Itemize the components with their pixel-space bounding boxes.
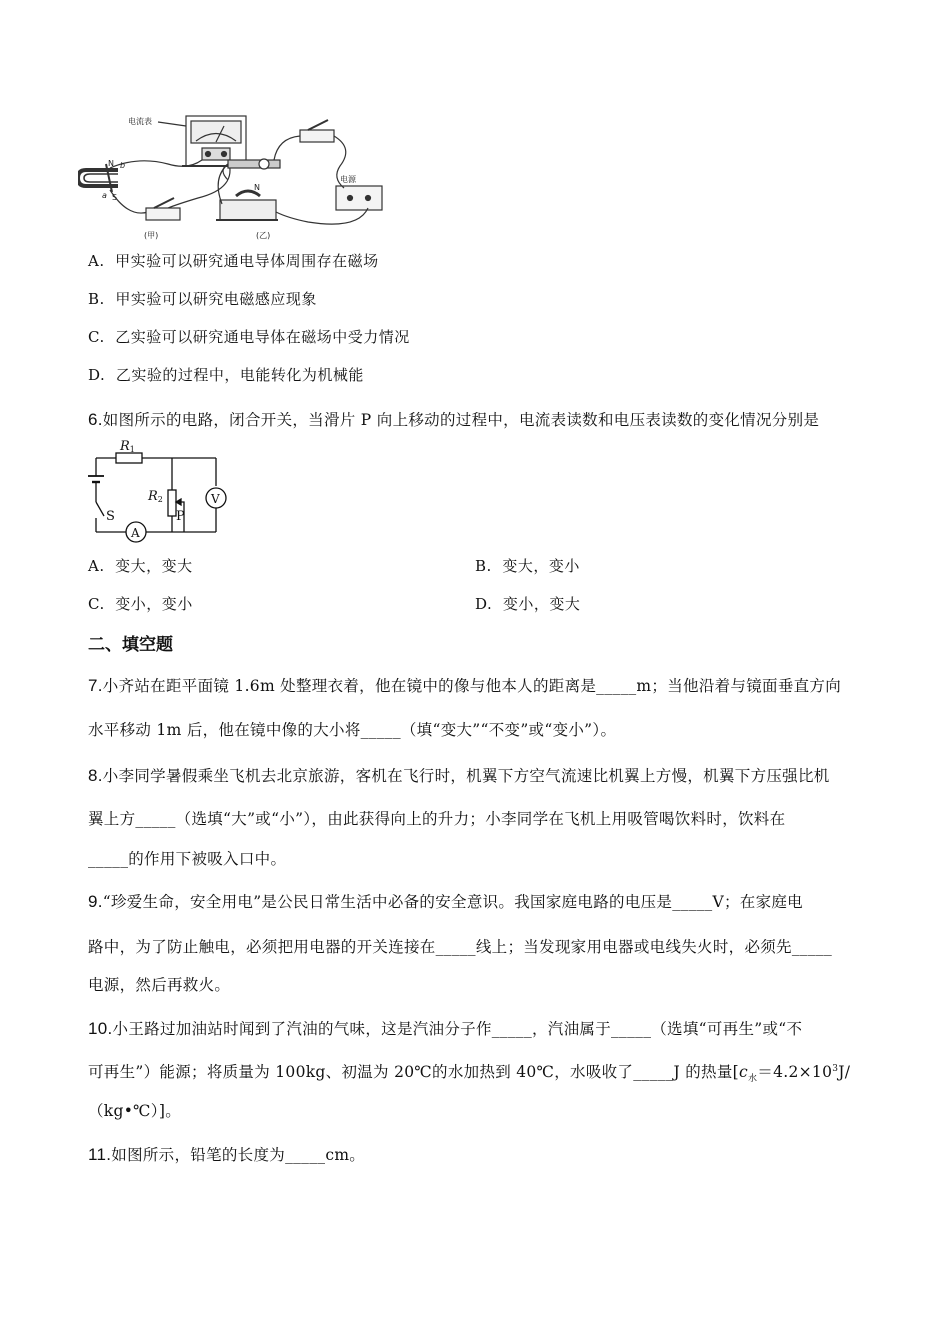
option-text: 甲实验可以研究电磁感应现象 [115,290,317,308]
q5-option-c [88,326,410,347]
label-v: V [211,492,220,506]
q11-line-1 [88,1143,868,1165]
label-r1: R1 [120,440,135,454]
option-text: 甲实验可以研究通电导体周围存在磁场 [115,252,379,270]
magnet-s-label: S [112,193,118,202]
question-text: 如图所示，铅笔的长度为_____cm。 [111,1146,366,1164]
q8-line-2: 翼上方_____（选填“大”或“小”），由此获得向上的升力；小李同学在飞机上用吸管喝饮料时，饮料在 [88,810,786,828]
question-text: 如图所示的电路，闭合开关，当滑片 P 向上移动的过程中，电流表读数和电压表读数的变化情况分别是 [102,411,820,429]
magnet-n-label: N [108,159,114,168]
q6-option-b [475,555,580,576]
option-text: 变小，变大 [502,595,581,613]
q10-line-1 [88,1017,868,1039]
option-letter: D. [475,595,493,613]
q9-line-1 [88,890,868,912]
question-number: 8. [88,766,103,785]
q9-line-3: 电源，然后再救火。 [88,976,231,994]
q5-option-a [88,250,379,271]
text-part: ＝4.2×10 [757,1063,833,1081]
power-label: 电源 [340,175,356,184]
question-text: 小李同学暑假乘坐飞机去北京旅游，客机在飞行时，机翼下方空气流速比机翼上方慢，机翼下方压强比机 [102,767,830,785]
q6-option-c [88,593,193,614]
option-letter: B. [88,290,105,308]
experiment-figure [78,108,396,240]
section-title: 二、填空题 [88,635,173,655]
question-number: 7. [88,676,103,695]
symbol-c: c [738,1063,748,1081]
resistor-r1 [116,453,142,463]
text-part: J/ [838,1063,851,1081]
q6-option-d [475,593,580,614]
question-text: 小齐站在距平面镜 1.6m 处整理衣着，他在镜中的像与他本人的距离是_____m；当他沿着与镜面垂直方向 [102,677,842,695]
superscript-3: 3 [832,1063,839,1074]
wire-a-label: a [102,191,107,200]
wire-b-label: b [120,161,126,170]
text-part: 可再生”）能源；将质量为 100kg、初温为 20℃的水加热到 40℃，水吸收了_____J 的热量[ [88,1063,739,1081]
yi-n-label: N [254,183,260,192]
q8-line-1 [88,764,868,786]
option-letter: C. [88,595,105,613]
switch-jia [146,208,180,220]
option-text: 乙实验的过程中，电能转化为机械能 [115,366,364,384]
power-source [336,186,382,210]
label-p: P [176,509,185,524]
option-letter: A. [88,557,105,575]
q10-line-2 [88,1060,868,1084]
subscript-water: 水 [747,1074,758,1085]
question-number: 10. [88,1019,113,1038]
option-letter: B. [475,557,492,575]
question-text: “珍爱生命，安全用电”是公民日常生活中必备的安全意识。我国家庭电路的电压是_____V；在家庭电 [102,893,803,911]
switch-s [96,502,104,516]
q8-line-3: _____的作用下被吸入口中。 [88,850,287,868]
q7-line-1 [88,674,868,696]
question-text: 小王路过加油站时闻到了汽油的气味，这是汽油分子作_____，汽油属于_____（选填“可再生”或“不 [112,1020,803,1038]
q7-line-2: 水平移动 1m 后，他在镜中像的大小将_____（填“变大”“不变”或“变小”）。 [88,721,617,739]
option-text: 变大，变小 [502,557,580,575]
option-text: 乙实验可以研究通电导体在磁场中受力情况 [115,328,410,346]
switch-yi-top [300,130,334,142]
label-s: S [106,509,115,524]
resistor-r2 [168,490,176,516]
option-text: 变大，变大 [115,557,193,575]
caption-yi: (乙) [256,231,271,240]
question-number: 11. [88,1145,112,1164]
ammeter-label: 电流表 [128,117,152,126]
caption-jia: (甲) [144,231,159,240]
q6-stem [88,408,868,430]
option-text: 变小，变小 [115,595,193,613]
question-number: 6. [88,410,103,429]
circuit-diagram [84,440,234,544]
q6-option-a [88,555,193,576]
magnet-base [220,200,276,220]
label-a: A [131,526,140,540]
q10-line-3: （kg•℃）]。 [88,1102,181,1120]
q5-option-b [88,288,317,309]
q5-option-d [88,364,364,385]
option-letter: A. [88,252,105,270]
question-number: 9. [88,892,103,911]
label-r2: R2 [148,489,163,504]
option-letter: D. [88,366,106,384]
option-letter: C. [88,328,105,346]
q9-line-2: 路中，为了防止触电，必须把用电器的开关连接在_____线上；当发现家用电器或电线失火时，必须先_____ [88,938,833,956]
